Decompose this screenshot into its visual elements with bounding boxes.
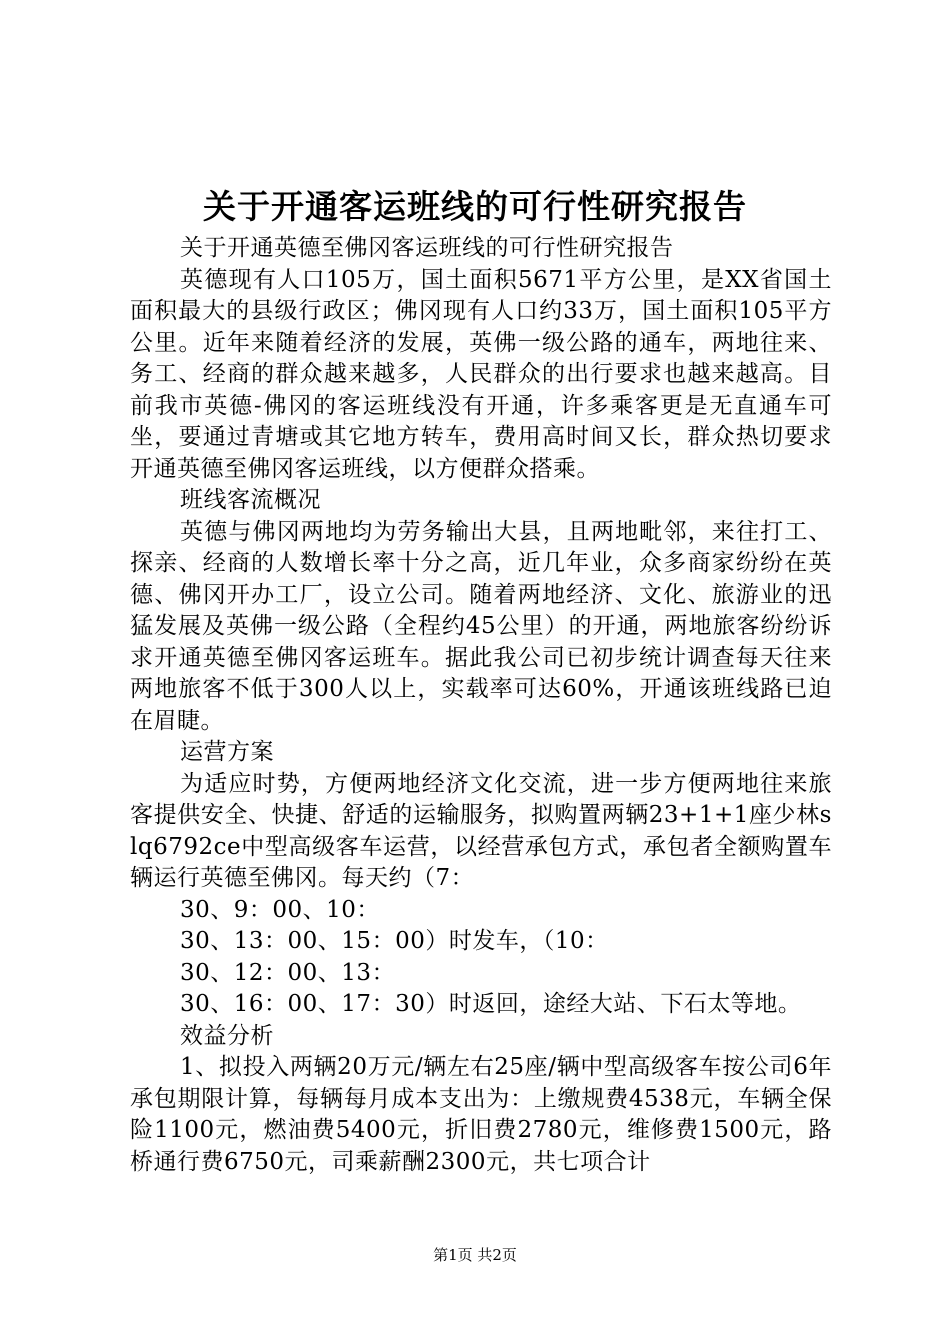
paragraph-schedule-line: 30、9：00、10：: [180, 896, 380, 923]
paragraph-schedule-line: 30、13：00、15：00）时发车，（10：: [180, 928, 609, 954]
paragraph-benefit-analysis: 1、拟投入两辆20万元/辆左右25座/辆中型高级客车按公司6年承包期限计算，每辆每月成本支出为：上缴规费4538元，车辆全保险1100元，燃油费5400元，折旧费2780元，维修费1500元，路桥通行费6750元，司乘薪酬2300元，共七项合计: [130, 1054, 832, 1175]
paragraph-intro: 英德现有人口105万，国土面积5671平方公里，是XX省国土面积最大的县级行政区；佛冈现有人口约33万，国土面积105平方公里。近年来随着经济的发展，英佛一级公路的通车，两地往来、务工、经商的群众越来越多，人民群众的出行要求也越来越高。目前我市英德-佛冈的客运班线没有开通，许多乘客更是无直通车可坐，要通过青塘或其它地方转车，费用高时间又长，群众热切要求开通英德至佛冈客运班线，以方便群众搭乘。: [130, 266, 832, 482]
document-title: 关于开通客运班线的可行性研究报告: [203, 187, 747, 226]
section-heading-benefit-analysis: 效益分析: [180, 1022, 274, 1049]
paragraph-schedule-line: 30、16：00、17：30）时返回，途经大站、下石太等地。: [180, 991, 802, 1017]
section-heading-operation-plan: 运营方案: [180, 739, 274, 765]
paragraph-schedule-line: 30、12：00、13：: [180, 959, 396, 986]
paragraph-subtitle: 关于开通英德至佛冈客运班线的可行性研究报告: [180, 235, 674, 261]
page-footer: 第1页 共2页: [433, 1246, 517, 1264]
section-heading-passenger-flow: 班线客流概况: [180, 487, 321, 513]
paragraph-operation-plan: 为适应时势，方便两地经济文化交流，进一步方便两地往来旅客提供安全、快捷、舒适的运输服务，拟购置两辆23+1+1座少林slq6792ce中型高级客车运营，以经营承包方式，承包者全额购置车辆运行英德至佛冈。每天约（7：: [130, 770, 832, 891]
paragraph-passenger-flow: 英德与佛冈两地均为劳务输出大县，且两地毗邻，来往打工、探亲、经商的人数增长率十分之高，近几年业，众多商家纷纷在英德、佛冈开办工厂，设立公司。随着两地经济、文化、旅游业的迅猛发展及英佛一级公路（全程约45公里）的开通，两地旅客纷纷诉求开通英德至佛冈客运班车。据此我公司已初步统计调查每天往来两地旅客不低于300人以上，实载率可达60%，开通该班线路已迫在眉睫。: [130, 518, 832, 734]
document-body: [130, 233, 832, 1178]
